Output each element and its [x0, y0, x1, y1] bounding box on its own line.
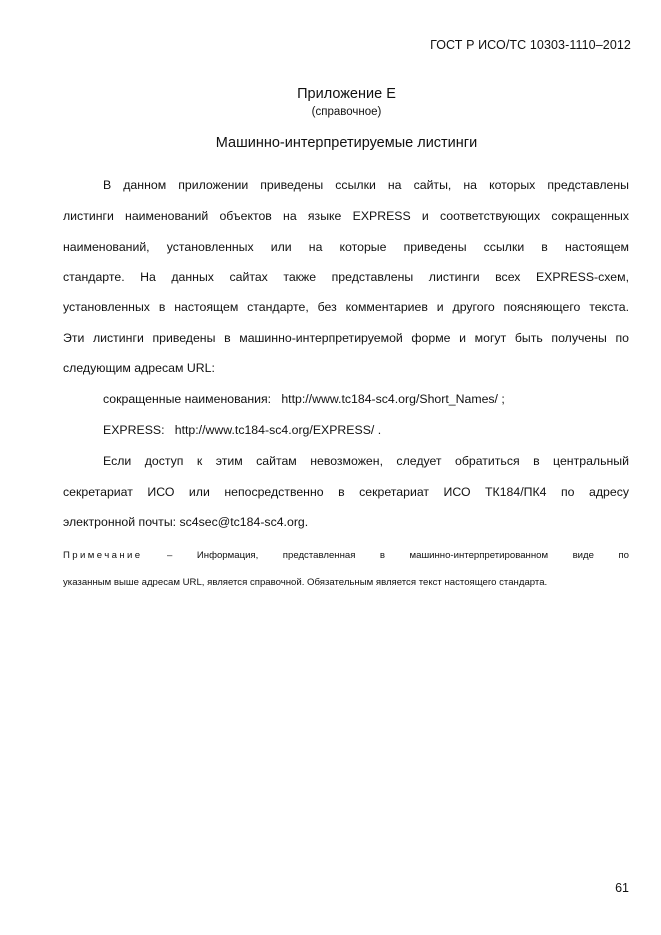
url-short-names-line: сокращенные наименования: http://www.tc184-sc4.org/Short_Names/ ; — [103, 392, 505, 406]
paragraph-line: установленных в настоящем стандарте, без комментариев и другого поясняющего текста. — [63, 300, 629, 314]
note-line-2: указанным выше адресам URL, является справочной. Обязательным является текст настоящего стандарта. — [63, 577, 548, 588]
note-label: Примечание — [63, 550, 143, 561]
paragraph-line: В данном приложении приведены ссылки на сайты, на которых представлены — [103, 178, 629, 192]
note-text: – Информация, представленная в машинно-интерпретированном виде по — [142, 550, 629, 561]
paragraph-line: секретариат ИСО или непосредственно в секретариат ИСО ТК184/ПК4 по адресу — [63, 485, 629, 499]
annex-title: Приложение Е — [297, 86, 396, 102]
note-line-1 — [63, 550, 629, 561]
url-express-line: EXPRESS: http://www.tc184-sc4.org/EXPRESS/ . — [103, 423, 382, 437]
section-title: Машинно-интерпретируемые листинги — [215, 135, 478, 151]
annex-subtitle: (справочное) — [311, 106, 382, 118]
page-number: 61 — [615, 881, 629, 895]
paragraph-line: наименований, установленных или на которые приведены ссылки в настоящем — [63, 240, 629, 254]
standard-code-header: ГОСТ Р ИСО/ТС 10303-1110–2012 — [430, 38, 631, 52]
paragraph-line: электронной почты: sc4sec@tc184-sc4.org. — [63, 515, 309, 529]
paragraph-line: следующим адресам URL: — [63, 361, 215, 375]
paragraph-line: стандарте. На данных сайтах также представлены листинги всех EXPRESS-схем, — [63, 270, 629, 284]
paragraph-line: Эти листинги приведены в машинно-интерпретируемой форме и могут быть получены по — [63, 331, 629, 345]
paragraph-line: листинги наименований объектов на языке EXPRESS и соответствующих сокращенных — [63, 209, 629, 223]
paragraph-line: Если доступ к этим сайтам невозможен, следует обратиться в центральный — [103, 454, 629, 468]
